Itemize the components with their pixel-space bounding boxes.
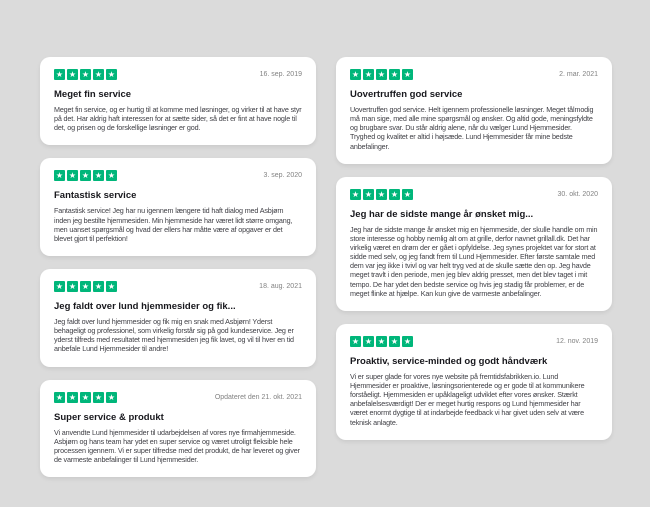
- star-icon: ★: [107, 392, 116, 402]
- review-header: [350, 69, 598, 80]
- star-icon: ★: [107, 171, 116, 181]
- star-rating: [350, 69, 413, 80]
- review-title: Jeg faldt over lund hjemmesider og fik...: [54, 300, 236, 312]
- star-icon: ★: [403, 189, 412, 199]
- star-icon: ★: [403, 70, 412, 79]
- star-rating: [54, 69, 117, 80]
- star-icon: ★: [390, 189, 399, 199]
- star-rating: [350, 189, 413, 200]
- review-title: Meget fin service: [54, 89, 132, 100]
- star-icon: ★: [55, 392, 64, 402]
- review-title: Jeg har de sidste mange år ønsket mig...: [350, 208, 534, 220]
- review-body: Fantastisk service! Jeg har nu igennem længere tid haft dialog med Asbjørn inden jeg bestilte hjemmesiden. Min hjemmeside har været lidt større omgang, men uanset spørgsmål og hvad der ellers har måtte være af opgaver er det blevet gjort til perfektion!: [54, 206, 293, 243]
- star-icon: ★: [94, 70, 103, 79]
- review-column-left: [40, 57, 316, 477]
- star-icon: ★: [55, 70, 64, 79]
- star-icon: ★: [94, 392, 103, 402]
- review-header: [54, 170, 302, 181]
- review-body: Vi er super glade for vores nye website på fremtidsfabrikken.io. Lund Hjemmesider er proaktive, løsningsorienterede og er gode til at kommunikere forståeligt. Hjemmesiden er upåklageligt udviklet efter vores ønsker. Stærkt anbefalelsesværdigt! Der er meget hurtig respons og Lund hjemmesider har været enormt dygtige til at indarbejde feedback vi har givet uden selv at være teknisk anlagte.: [350, 371, 585, 427]
- review-date: 16. sep. 2019: [259, 71, 302, 78]
- review-card[interactable]: [40, 380, 316, 478]
- star-icon: ★: [68, 392, 77, 402]
- review-card[interactable]: [336, 57, 612, 164]
- star-icon: ★: [351, 70, 360, 79]
- star-icon: ★: [364, 189, 373, 199]
- review-title: Fantastisk service: [54, 190, 137, 202]
- star-icon: ★: [364, 70, 373, 79]
- review-body: Jeg faldt over lund hjemmesider og fik mig en snak med Asbjørn! Yderst behageligt og professionel, som virkelig forstår sig på god kundeservice. Jeg er yderst tilfreds med resultatet med hjemmesiden jeg fik lavet, og vil til hver en tid anbefale Lund Hjemmesider til andre!: [54, 316, 294, 354]
- review-date: 3. sep. 2020: [263, 172, 302, 180]
- star-icon: ★: [390, 336, 399, 346]
- star-icon: ★: [377, 189, 386, 199]
- star-icon: ★: [68, 171, 77, 181]
- review-title: Uovertruffen god service: [350, 89, 463, 100]
- review-card[interactable]: [40, 57, 316, 145]
- review-header: [350, 336, 598, 347]
- review-body: Uovertruffen god service. Helt igennem professionelle løsninger. Meget tålmodig må man sige, med alle mine spørgsmål og ønsker. Og altid gode, meningsfyldte og brugbare svar. Du står aldrig alene, når du vælger Lund Hjemmesider. Tryghed og kvalitet er altid i højsæde. Lund Hjemmesider får mine bedste anbefalinger.: [350, 105, 594, 151]
- review-column-right: [336, 57, 612, 477]
- review-title: Proaktiv, service-minded og godt håndværk: [350, 355, 548, 367]
- star-icon: ★: [68, 281, 77, 291]
- review-card[interactable]: [40, 158, 316, 256]
- review-header: [54, 392, 302, 403]
- star-icon: ★: [390, 70, 399, 79]
- star-icon: ★: [107, 281, 116, 291]
- star-rating: [54, 281, 117, 292]
- star-rating: [54, 392, 117, 403]
- star-icon: ★: [94, 171, 103, 181]
- star-icon: ★: [107, 70, 116, 79]
- star-icon: ★: [377, 70, 386, 79]
- star-rating: [350, 336, 413, 347]
- review-header: [350, 189, 598, 200]
- star-icon: ★: [81, 70, 90, 79]
- star-icon: ★: [351, 336, 360, 346]
- star-icon: ★: [94, 281, 103, 291]
- review-card[interactable]: [336, 177, 612, 311]
- review-card[interactable]: [40, 269, 316, 367]
- star-icon: ★: [81, 171, 90, 181]
- star-icon: ★: [351, 189, 360, 199]
- review-date: 18. aug. 2021: [259, 282, 302, 290]
- review-body: Vi anvendte Lund hjemmesider til udarbejdelsen af vores nye firmahjemmeside. Asbjørn og hans team har ydet en super service og været utroligt fleksible hele processen igennem. Vi er super tilfredse med det produkt, de har leveret og giver de varmeste anbefalinger til Lund hjemmesider.: [54, 427, 300, 464]
- review-body: Jeg har de sidste mange år ønsket mig en hjemmeside, der skulle handle om min store interesse og hobby nemlig alt om at grille, derfor navnet grillall.dk. Det har virkelig været en drøm der er gået i opfyldelse. Jeg synes projektet var for stort at sidde med selv, og jeg fandt frem til Lund Hjemmesider. Efter første samtale med dem var jeg ikke i tvivl og var helt tryg ved at de skulle sætte den op. Jeg havde meget travlt i den periode, men jeg blev aldrig presset, men det blev taget i mit tempo. De har ydet den bedste service og hvis jeg stadig får problemer, er de meget flinke at hjælpe. Kan kun give de varmeste anbefalinger.: [350, 224, 598, 298]
- review-header: [54, 69, 302, 80]
- star-icon: ★: [55, 171, 64, 181]
- star-icon: ★: [81, 281, 90, 291]
- review-title: Super service & produkt: [54, 411, 164, 423]
- review-body: Meget fin service, og er hurtig til at komme med løsninger, og virker til at have styr på det. Har aldrig haft interessen for at sætte sider, så det er fint at have nogle til det, og prisen og de forskellige løsninger er god.: [54, 105, 302, 133]
- review-header: [54, 281, 302, 292]
- review-date: 12. nov. 2019: [556, 337, 598, 345]
- star-icon: ★: [403, 336, 412, 346]
- review-date: 30. okt. 2020: [557, 190, 598, 198]
- star-icon: ★: [55, 281, 64, 291]
- star-icon: ★: [377, 336, 386, 346]
- review-card[interactable]: [336, 324, 612, 440]
- review-date: Opdateret den 21. okt. 2021: [214, 393, 302, 401]
- star-icon: ★: [364, 336, 373, 346]
- star-icon: ★: [81, 392, 90, 402]
- star-rating: [54, 170, 117, 181]
- review-date: 2. mar. 2021: [559, 71, 598, 78]
- star-icon: ★: [68, 70, 77, 79]
